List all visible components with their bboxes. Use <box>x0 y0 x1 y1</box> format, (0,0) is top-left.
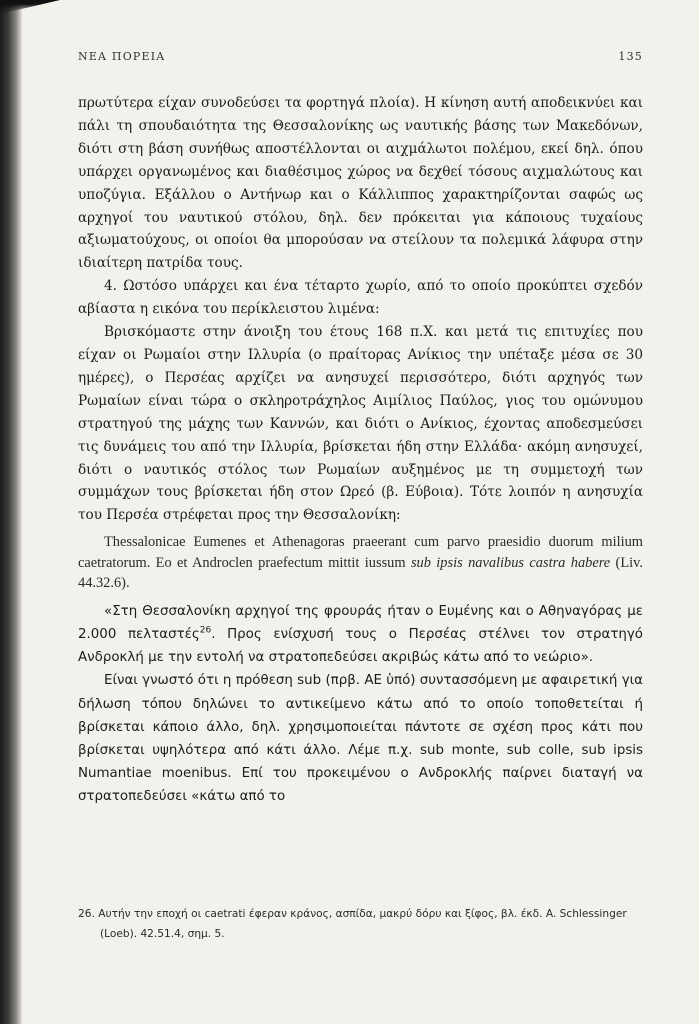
latin-quotation <box>78 532 643 594</box>
latin-quotation-text: Thessalonicae Eumenes et Athenagoras praeerant cum parvo praesidio duorum milium caetratorum. Eo et Androclen praefectum mittit iussum <box>78 534 643 571</box>
latin-quotation-reference: (Liv. 44.32.6). <box>78 554 643 592</box>
page-number: 135 <box>618 50 643 63</box>
paragraph-fourth-passage: 4. Ωστόσο υπάρχει και ένα τέταρτο χωρίο, από το οποίο προκύπτει σχεδόν αβίαστα η εικόνα του περίκλειστου λιμένα: <box>78 278 643 318</box>
latin-quotation-italic: sub ipsis navalibus castra habere <box>410 554 611 571</box>
translation-paragraph <box>78 600 643 670</box>
running-title: ΝΕΑ ΠΟΡΕΙΑ <box>78 50 166 63</box>
page-binding-shadow <box>0 0 22 1024</box>
footnote-26: 26. Αυτήν την εποχή οι caetrati έφεραν κράνος, ασπίδα, μακρύ δόρυ και ξίφος, βλ. έκδ. A. Schlessinger (Loeb). 42.51.4, σημ. 5. <box>78 908 627 940</box>
footnote-marker[interactable]: 26 <box>199 625 212 636</box>
translation-text-start: «Στη Θεσσαλονίκη αρχηγοί της φρουράς ήταν ο Ευμένης και ο Αθηναγόρας με 2.000 πελταστές <box>78 603 643 642</box>
page-corner-shadow <box>0 0 60 14</box>
body-text <box>78 92 643 809</box>
paragraph-continuation: πρωτύτερα είχαν συνοδεύσει τα φορτηγά πλοία). Η κίνηση αυτή αποδεικνύει και πάλι τη σπουδαιότητα της Θεσσαλονίκης ως ναυτικής βάσης των Μακεδόνων, διότι στη βάση συνήθως αποστέλλονται οι αιχμάλωτοι πολέμου, εκεί δηλ. όπου υπάρχει οργανωμένος και διαθέσιμος χώρος να δεχθεί τόσους αιχμαλώτους και υποζύγια. Εξάλλου ο Αντήνωρ και ο Κάλλιππος χαρακτηρίζονται σαφώς ως αρχηγοί του ναυτικού στόλου, δηλ. δεν πρόκειται για κάποιους τυχαίους αξιωματούχους, οι οποίοι θα μπορούσαν να στείλουν τα πολεμικά λάφυρα στην ιδιαίτερη πατρίδα τους. <box>78 95 643 272</box>
running-header <box>78 50 643 68</box>
paragraph-historical-context: Βρισκόμαστε στην άνοιξη του έτους 168 π.Χ. και μετά τις επιτυχίες που είχαν οι Ρωμαίοι στην Ιλλυρία (ο πραίτορας Ανίκιος την υπέταξε μέσα σε 30 ημέρες), ο Περσέας αρχίζει να ανησυχεί περισσότερο, διότι αρχηγός των Ρωμαίων είναι τώρα ο σκληροτράχηλος Αιμίλιος Παύλος, γιος του ομώνυμου στρατηγού της μάχης των Καννών, και διότι ο Ανίκιος, έχοντας αποδεσμεύσει τις δυνάμεις του από την Ιλλυρία, βρίσκεται ήδη στην Ελλάδα· ακόμη ανησυχεί, διότι ο ναυτικός στόλος των Ρωμαίων αυξημένος με τη συμμετοχή των συμμάχων τους βρίσκεται ήδη στον Ωρεό (β. Εύβοια). Τότε λοιπόν η ανησυχία του Περσέα στρέφεται προς την Θεσσαλονίκη: <box>78 324 643 524</box>
paragraph-preposition-sub: Είναι γνωστό ότι η πρόθεση sub (πρβ. ΑΕ ὑπό) συντασσόμενη με αφαιρετική για δήλωση τόπου δηλώνει το αντικείμενο κάτω από το οποίο τοποθετείται ή βρίσκεται κάποιο άλλο, δηλ. χρησιμοποιείται πάντοτε σε σχέση προς κάτι που βρίσκεται υψηλότερα από κάτι άλλο. Λέμε π.χ. sub monte, sub colle, sub ipsis Numantiae moenibus. Επί του προκειμένου ο Ανδροκλής παίρνει διαταγή να στρατοπεδεύσει «κάτω από το <box>78 673 643 805</box>
translation-text-end: . Προς ενίσχυσή τους ο Περσέας στέλνει τον στρατηγό Ανδροκλή με την εντολή να στρατοπεδεύσει ακριβώς κάτω από το νεώριο». <box>78 626 643 666</box>
